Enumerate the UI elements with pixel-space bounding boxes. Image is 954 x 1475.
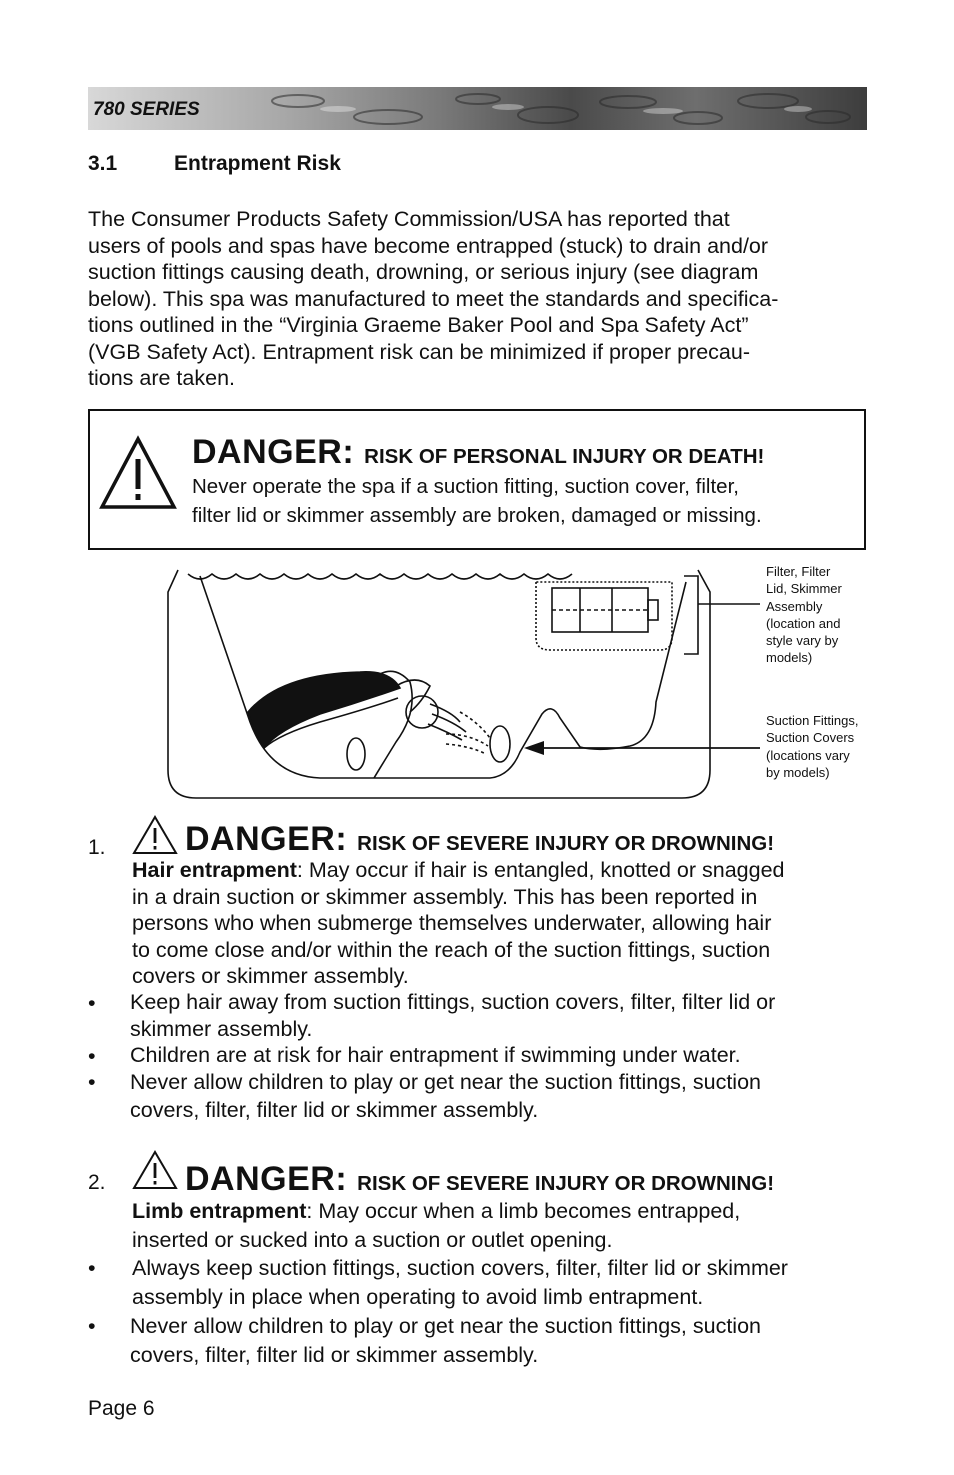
- item2-number: 2.: [88, 1171, 106, 1194]
- item1-body-line: to come close and/or within the reach of the suction fittings, suction: [132, 937, 771, 962]
- item2-heading: [185, 1160, 774, 1199]
- header-band: [88, 87, 867, 130]
- item1-body-line: covers or skimmer assembly.: [132, 964, 409, 988]
- item2-bullet: [88, 1254, 878, 1312]
- item1-danger-label: DANGER:: [185, 820, 348, 858]
- bullet-line: Never allow children to play or get near the suction fittings, suction: [130, 1070, 761, 1094]
- intro-line: suction fittings causing death, drowning, or serious injury (see diagram: [88, 260, 759, 284]
- bullet-line: Children are at risk for hair entrapment if swimming under water.: [130, 1043, 741, 1067]
- bullet-icon: •: [88, 1044, 96, 1068]
- item1-bullet: [88, 989, 878, 1042]
- warning-triangle-icon: [131, 814, 179, 856]
- callout-line: Lid, Skimmer: [766, 581, 842, 597]
- item1-body-line: in a drain suction or skimmer assembly. This has been reported in: [132, 884, 758, 909]
- bullet-line: skimmer assembly.: [130, 1016, 313, 1041]
- danger-line: Never operate the spa if a suction fitting, suction cover, filter,: [192, 475, 739, 498]
- callout-line: Assembly: [766, 598, 823, 614]
- intro-line: The Consumer Products Safety Commission/USA has reported that: [88, 207, 730, 231]
- item1-body: [132, 857, 785, 990]
- danger-text: [192, 472, 762, 530]
- callout-line: (location and: [766, 615, 841, 631]
- item2-risk: RISK OF SEVERE INJURY OR DROWNING!: [357, 1172, 775, 1195]
- callout-line: by models): [766, 764, 830, 780]
- bullet-line: covers, filter, filter lid or skimmer assembly.: [130, 1343, 539, 1367]
- series-title: 780 SERIES: [93, 99, 200, 120]
- section-number: 3.1: [88, 152, 118, 175]
- danger-box: [88, 409, 866, 550]
- bullet-icon: •: [88, 1256, 96, 1280]
- bullet-line: Never allow children to play or get near the suction fittings, suction: [130, 1314, 761, 1338]
- item1-body-line: persons who when submerge themselves underwater, allowing hair: [132, 911, 772, 935]
- page-number: Page 6: [88, 1397, 155, 1420]
- callout-line: Suction Fittings,: [766, 713, 859, 728]
- item1-heading: [185, 820, 774, 859]
- item2-bullet: [88, 1312, 878, 1370]
- callout-line: style vary by: [766, 633, 839, 649]
- bullet-line: Always keep suction fittings, suction covers, filter, filter lid or skimmer: [132, 1256, 788, 1280]
- bullet-icon: •: [88, 991, 96, 1015]
- warning-triangle-icon: [131, 1149, 179, 1191]
- warning-triangle-icon: [98, 435, 178, 511]
- danger-label: DANGER:: [192, 433, 355, 471]
- danger-heading: [192, 433, 764, 472]
- callout-line: models): [766, 650, 813, 666]
- intro-line: below). This spa was manufactured to meet the standards and specifica-: [88, 286, 779, 311]
- bullet-line: Keep hair away from suction fittings, suction covers, filter, filter lid or: [130, 990, 776, 1014]
- callout-filter: [766, 563, 876, 667]
- intro-line: tions outlined in the “Virginia Graeme Baker Pool and Spa Safety Act”: [88, 313, 749, 337]
- danger-risk: RISK OF PERSONAL INJURY OR DEATH!: [364, 445, 765, 468]
- intro-paragraph: [88, 206, 878, 392]
- intro-line: users of pools and spas have become entrapped (stuck) to drain and/or: [88, 233, 769, 258]
- callout-suction: [766, 712, 896, 781]
- item1-body-first: : May occur if hair is entangled, knotted or snagged: [296, 858, 785, 882]
- item2-danger-label: DANGER:: [185, 1160, 348, 1198]
- callout-line: (locations vary: [766, 747, 850, 763]
- bullet-line: covers, filter, filter lid or skimmer assembly.: [130, 1098, 539, 1122]
- item2-lead: Limb entrapment: [132, 1199, 307, 1223]
- water-texture: [88, 87, 867, 130]
- callout-line: Suction Covers: [766, 730, 855, 746]
- item1-number: 1.: [88, 836, 106, 859]
- item2-body-first: : May occur when a limb becomes entrapped,: [306, 1199, 741, 1223]
- item2-body-line: inserted or sucked into a suction or outlet opening.: [132, 1228, 613, 1252]
- spa-cross-section-diagram: [160, 562, 760, 802]
- section-title: Entrapment Risk: [174, 152, 341, 175]
- item1-lead: Hair entrapment: [132, 858, 297, 882]
- bullet-line: assembly in place when operating to avoid limb entrapment.: [132, 1285, 704, 1309]
- bullet-icon: •: [88, 1070, 96, 1094]
- section-heading: [88, 152, 341, 176]
- callout-line: Filter, Filter: [766, 564, 831, 579]
- intro-line: tions are taken.: [88, 366, 236, 390]
- intro-line: (VGB Safety Act). Entrapment risk can be minimized if proper precau-: [88, 339, 750, 364]
- arrow-head-icon: [524, 741, 544, 755]
- bullet-icon: •: [88, 1314, 96, 1338]
- item1-risk: RISK OF SEVERE INJURY OR DROWNING!: [357, 832, 775, 855]
- item2-body: [132, 1197, 740, 1255]
- item1-bullet: [88, 1068, 878, 1124]
- item1-bullet: [88, 1042, 878, 1069]
- danger-line: filter lid or skimmer assembly are broken, damaged or missing.: [192, 504, 762, 527]
